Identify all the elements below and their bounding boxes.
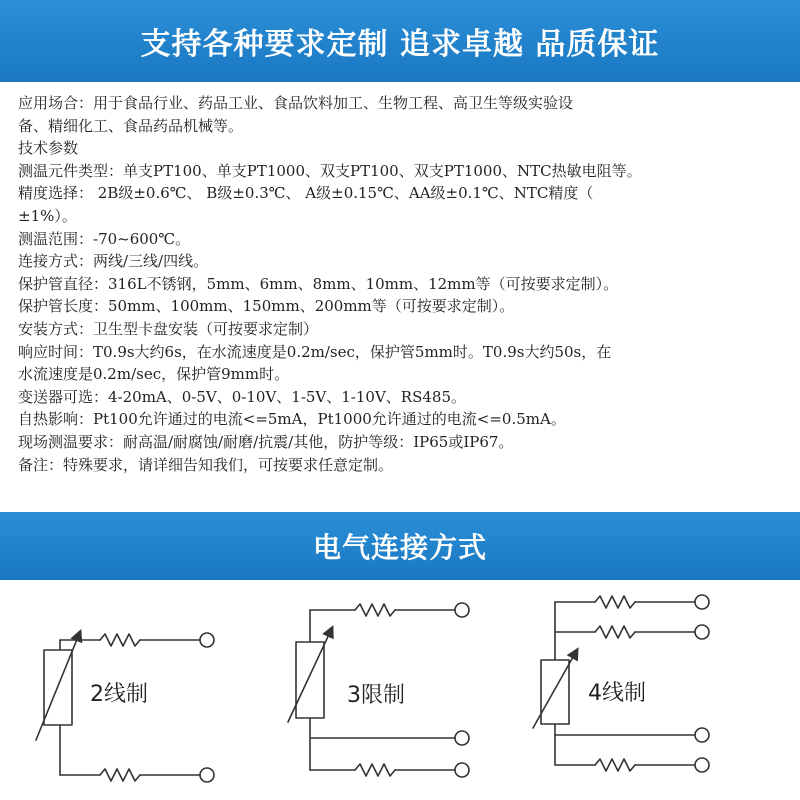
spec-text-block	[18, 92, 788, 476]
header-banner	[0, 0, 800, 82]
spec-line: 测温范围：-70~600℃。	[18, 229, 191, 248]
two-wire-label: 2线制	[90, 682, 148, 707]
spec-line: 变送器可选：4-20mA、0-5V、0-10V、1-5V、1-10V、RS485。	[18, 387, 466, 406]
wiring-diagrams	[0, 580, 800, 800]
spec-line: 水流速度是0.2m/sec，保护管9mm时。	[18, 365, 290, 384]
section-title: 电气连接方式	[312, 531, 487, 564]
spec-line: 应用场合：用于食品行业、药品工业、食品饮料加工、生物工程、高卫生等级实验设	[18, 94, 574, 112]
spec-line: 安装方式：卫生型卡盘安装（可按要求定制）	[18, 319, 319, 338]
spec-line: 备注：特殊要求，请详细告知我们，可按要求任意定制。	[18, 455, 394, 474]
spec-line: 连接方式：两线/三线/四线。	[18, 252, 209, 271]
spec-line: 自热影响：Pt100允许通过的电流<=5mA，Pt1000允许通过的电流<=0.5mA。	[18, 410, 566, 429]
spec-line: 保护管长度：50mm、100mm、150mm、200mm等（可按要求定制）。	[18, 297, 515, 316]
spec-line: 备、精细化工、食品药品机械等。	[18, 116, 244, 135]
four-wire-label: 4线制	[588, 681, 646, 706]
spec-line: 保护管直径：316L不锈钢，5mm、6mm、8mm、10mm、12mm等（可按要求定制）。	[18, 274, 619, 293]
spec-line: ±1%）。	[18, 206, 77, 225]
three-wire-label: 3限制	[347, 683, 405, 708]
spec-line: 现场测温要求：耐高温/耐腐蚀/耐磨/抗震/其他，防护等级：IP65或IP67。	[18, 432, 514, 451]
spec-heading: 技术参数	[18, 139, 79, 158]
spec-line: 测温元件类型：单支PT100、单支PT1000、双支PT100、双支PT1000、NTC热敏电阻等。	[18, 161, 642, 180]
section-banner	[0, 512, 800, 580]
header-title: 支持各种要求定制 追求卓越 品质保证	[140, 27, 660, 62]
spec-line: 响应时间：T0.9s大约6s，在水流速度是0.2m/sec，保护管5mm时。T0.9s大约50s，在	[18, 342, 612, 361]
spec-line: 精度选择： 2B级±0.6℃、 B级±0.3℃、 A级±0.15℃、AA级±0.1℃、NTC精度（	[18, 184, 594, 203]
